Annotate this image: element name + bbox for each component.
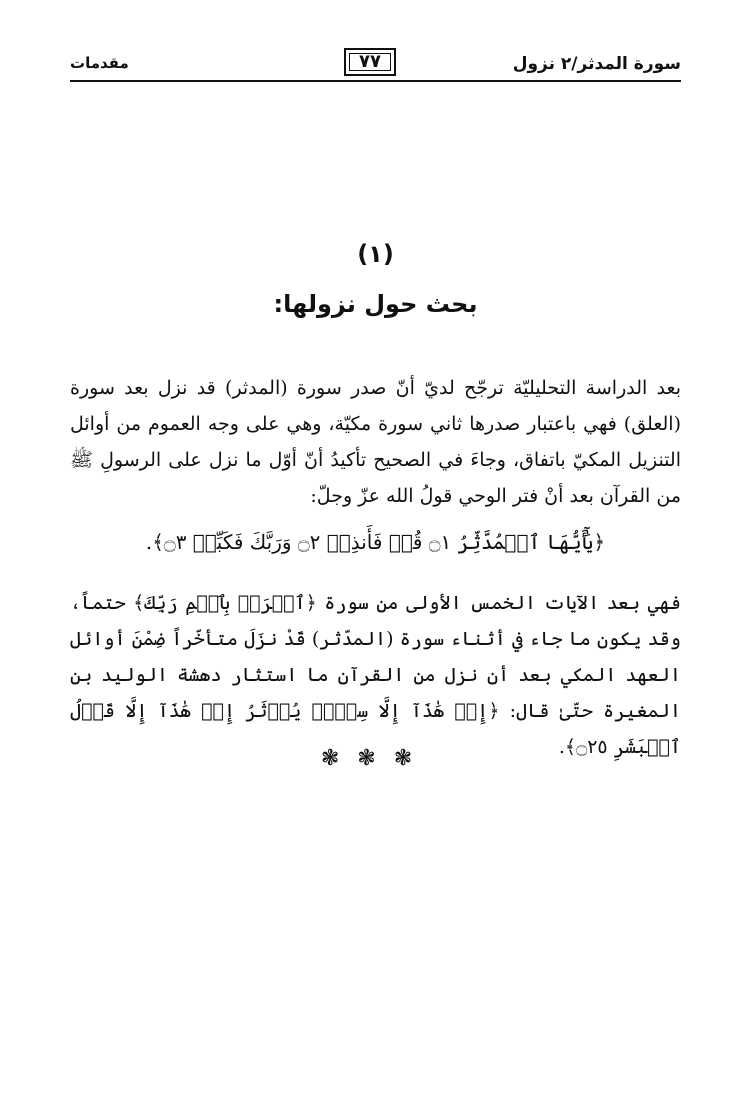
header-left-title: مقدمات bbox=[70, 54, 129, 72]
paragraph-2: فهي بعد الآيات الخمس الأولى من سورة ﴿ٱقۡرَأۡ بِٱسۡمِ رَبِّكَ﴾ حتماً، وقد يكون ما جاء في أثناء سورة (المدّثر) قَدْ نزَلَ متأخّراً ضِمْنَ أوائل العهد المكي بعد أن نزل من القرآن ما استثار دهشة الوليد بن المغيرة حتّىٰ قال: ﴿إِنۡ هَٰذَآ إِلَّا سِحۡرٞ يُؤۡثَرُ إِنۡ هَٰذَآ إِلَّا قَوۡلُ ٱلۡبَشَرِ ۝٢٥﴾. bbox=[70, 592, 681, 758]
quran-verse: ﴿يَٰٓأَيُّهَا ٱلۡمُدَّثِّرُ ۝١ قُمۡ فَأَنذِرۡ ۝٢ وَرَبَّكَ فَكَبِّرۡ ۝٣﴾. bbox=[145, 530, 606, 554]
page-number-box: ٧٧ bbox=[344, 48, 396, 76]
section-title: بحث حول نزولها: bbox=[273, 290, 478, 318]
paragraph-1: بعد الدراسة التحليليّة ترجّح لديّ أنّ صدر سورة (المدثر) قد نزل بعد سورة (العلق) فهي باعتبار صدرها ثاني سورة مكيّة، وهي على وجه العموم من أوائل التنزيل المكيّ باتفاق، وجاءَ في الصحيح تأكيدُ أنّ أوّل ما نزل على الرسولِ ﷺ من القرآن بعد أنْ فتر الوحي قولُ الله عزّ وجلّ: bbox=[70, 377, 681, 507]
header-rule bbox=[70, 80, 681, 82]
ornament-divider: ❃❃❃ bbox=[320, 746, 431, 771]
section-number: (١) bbox=[357, 240, 394, 268]
header-right-title: سورة المدثر/٢ نزول bbox=[512, 54, 681, 74]
